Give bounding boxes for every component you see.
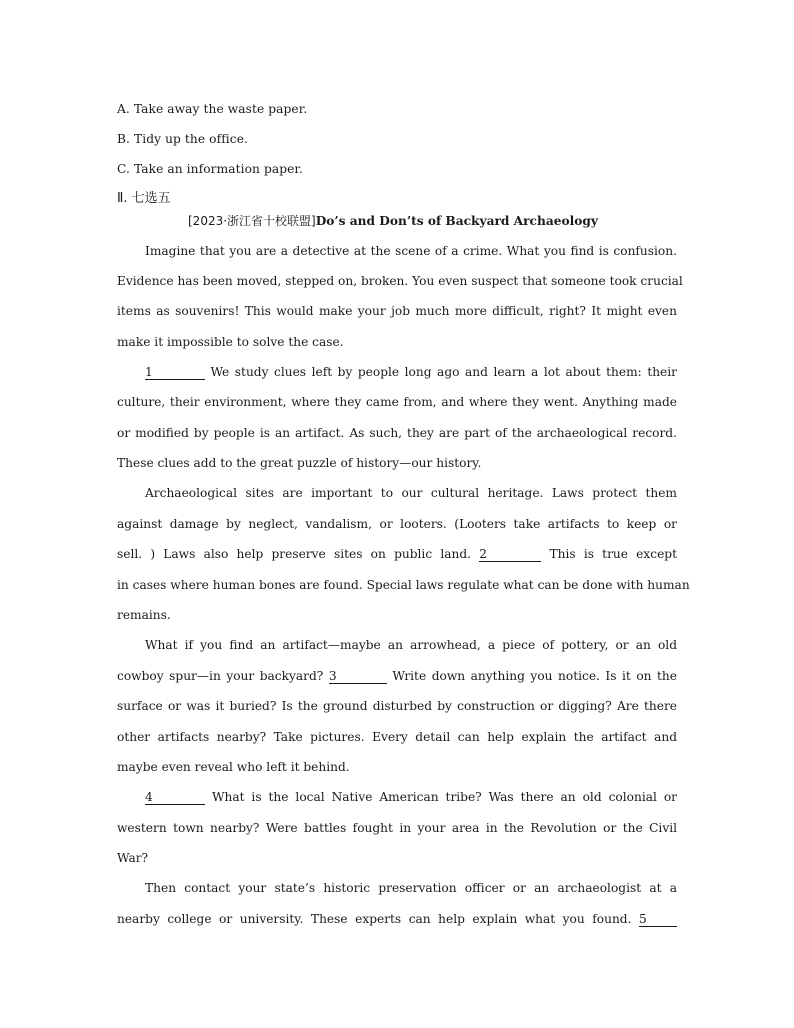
text-line: Then contact your state’s historic preservation officer or an archaeologist at a — [145, 881, 677, 895]
text-line: surface or was it buried? Is the ground disturbed by construction or digging? Are there — [117, 699, 677, 713]
text-line — [117, 911, 677, 927]
text-line: against damage by neglect, vandalism, or looters. (Looters take artifacts to keep or — [117, 517, 677, 531]
passage-title-line — [188, 212, 598, 229]
text-line: or modified by people is an artifact. As such, they are part of the archaeological record. — [117, 426, 677, 440]
text-line: maybe even reveal who left it behind. — [117, 760, 350, 774]
text-fragment: cowboy spur—in your backyard? — [117, 669, 329, 683]
text-line: Imagine that you are a detective at the scene of a crime. What you find is confusion. — [145, 244, 677, 258]
text-line: western town nearby? Were battles fought in your area in the Revolution or the Civil — [117, 821, 677, 835]
text-fragment: This is true except — [541, 547, 677, 561]
blank-1[interactable]: 1 — [145, 365, 205, 380]
text-fragment: What is the local Native American tribe? Was there an old colonial or — [205, 790, 677, 804]
blank-3[interactable]: 3 — [329, 669, 387, 684]
text-line: in cases where human bones are found. Special laws regulate what can be done with human — [117, 578, 690, 592]
blank-5[interactable]: 5 — [639, 912, 677, 927]
text-line: Evidence has been moved, stepped on, broken. You even suspect that someone took crucial — [117, 274, 683, 288]
text-fragment: Write down anything you notice. Is it on the — [386, 669, 677, 683]
text-line — [145, 789, 677, 805]
text-fragment: sell. ) Laws also help preserve sites on public land. — [117, 547, 480, 561]
text-line — [145, 364, 677, 380]
text-line: War? — [117, 851, 149, 865]
text-line: These clues add to the great puzzle of history—our history. — [117, 456, 482, 470]
text-line: What if you find an artifact—maybe an arrowhead, a piece of pottery, or an old — [145, 638, 677, 652]
blank-4[interactable]: 4 — [145, 790, 205, 805]
text-line: items as souvenirs! This would make your job much more difficult, right? It might even — [117, 304, 677, 318]
option-c: C. Take an information paper. — [117, 162, 303, 176]
text-line: culture, their environment, where they came from, and where they went. Anything made — [117, 395, 677, 409]
text-line: remains. — [117, 608, 171, 622]
section-heading: Ⅱ. 七选五 — [117, 191, 171, 206]
text-line: other artifacts nearby? Take pictures. Every detail can help explain the artifact and — [117, 730, 677, 744]
text-fragment: nearby college or university. These experts can help explain what you found. — [117, 912, 639, 926]
blank-2[interactable]: 2 — [479, 547, 541, 562]
text-line: Archaeological sites are important to our cultural heritage. Laws protect them — [145, 486, 677, 500]
text-line: make it impossible to solve the case. — [117, 335, 344, 349]
option-a: A. Take away the waste paper. — [117, 102, 308, 116]
passage-source: [2023·浙江省十校联盟] — [188, 214, 316, 228]
text-fragment: We study clues left by people long ago and learn a lot about them: their — [205, 365, 677, 379]
text-line — [117, 668, 677, 684]
text-line — [117, 546, 677, 562]
passage-title: Do’s and Don’ts of Backyard Archaeology — [315, 214, 598, 228]
option-b: B. Tidy up the office. — [117, 132, 249, 146]
